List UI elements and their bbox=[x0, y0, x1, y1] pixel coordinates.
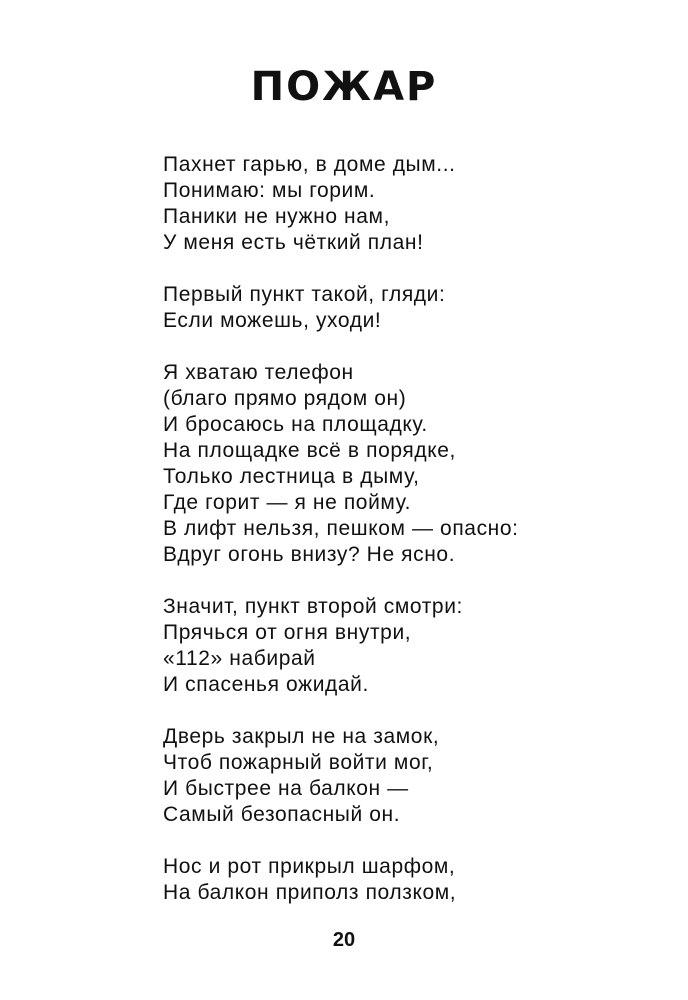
poem-line: Если можешь, уходи! bbox=[163, 309, 382, 332]
stanza bbox=[163, 854, 583, 906]
poem-body bbox=[163, 152, 583, 932]
poem-line: Дверь закрыл не на замок, bbox=[163, 725, 440, 748]
poem-line: Чтоб пожарный войти мог, bbox=[163, 751, 434, 774]
poem-line: «112» набирай bbox=[163, 647, 316, 670]
poem-line: В лифт нельзя, пешком — опасно: bbox=[163, 517, 519, 540]
poem-line: И бросаюсь на площадку. bbox=[163, 413, 428, 436]
poem-line: Самый безопасный он. bbox=[163, 803, 401, 826]
poem-line: Только лестница в дыму, bbox=[163, 465, 420, 488]
poem-title: ПОЖАР bbox=[250, 64, 438, 110]
poem-line: На балкон приполз ползком, bbox=[163, 881, 457, 904]
poem-line: И спасенья ожидай. bbox=[163, 673, 369, 696]
stanza bbox=[163, 152, 583, 256]
stanza bbox=[163, 724, 583, 828]
poem-line: Понимаю: мы горим. bbox=[163, 179, 376, 202]
poem-line: Прячься от огня внутри, bbox=[163, 621, 412, 644]
poem-line: Вдруг огонь внизу? Не ясно. bbox=[163, 543, 456, 566]
poem-line: У меня есть чёткий план! bbox=[163, 231, 424, 254]
stanza bbox=[163, 594, 583, 698]
poem-line: Значит, пункт второй смотри: bbox=[163, 595, 463, 618]
poem-line: На площадке всё в порядке, bbox=[163, 439, 456, 462]
poem-line: И быстрее на балкон — bbox=[163, 777, 409, 800]
page-number: 20 bbox=[332, 929, 356, 951]
stanza bbox=[163, 282, 583, 334]
poem-line: Где горит — я не пойму. bbox=[163, 491, 412, 514]
stanza bbox=[163, 360, 583, 568]
poem-line: Первый пункт такой, гляди: bbox=[163, 283, 446, 306]
poem-line: Паники не нужно нам, bbox=[163, 205, 391, 228]
poem-line: (благо прямо рядом он) bbox=[163, 387, 407, 410]
poem-line: Пахнет гарью, в доме дым... bbox=[163, 153, 456, 176]
poem-line: Я хватаю телефон bbox=[163, 361, 354, 384]
poem-line: Нос и рот прикрыл шарфом, bbox=[163, 855, 456, 878]
